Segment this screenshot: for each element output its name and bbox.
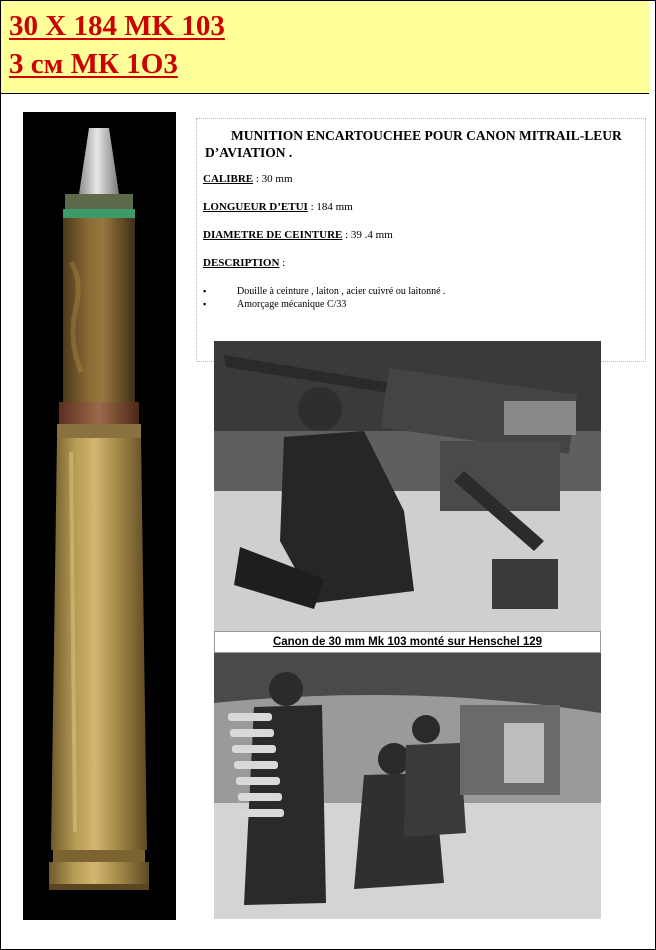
cannon-mounting-photo [214,341,601,631]
munition-heading: MUNITION ENCARTOUCHEE POUR CANON MITRAIL-LEUR D’AVIATION . [205,128,622,160]
ammunition-loading-photo [214,653,601,919]
diametre-label: DIAMETRE DE CEINTURE [203,229,343,241]
description-list [203,285,446,311]
description-colon: : [279,257,286,269]
calibre-label: CALIBRE [203,173,254,185]
diametre-row [203,229,393,241]
longueur-label: LONGUEUR D’ETUI [203,201,308,213]
list-item: ▪ Amorçage mécanique C/33 [203,298,446,311]
calibre-row [203,173,293,185]
title-line-1: 30 X 184 MK 103 [9,10,225,42]
longueur-row [203,201,353,213]
title-banner [1,1,649,94]
description-box [196,118,646,362]
diametre-value: : 39 .4 mm [342,229,393,241]
title-line-2: 3 см МК 1О3 [9,48,178,80]
cartridge-photo [23,112,176,920]
description-row [203,257,285,269]
longueur-value: : 184 mm [307,201,353,213]
list-item: ▪ Douille à ceinture , laiton , acier cuivré ou laitonné . [203,285,446,298]
photo-caption: Canon de 30 mm Mk 103 monté sur Henschel 129 [214,631,601,653]
description-label: DESCRIPTION [203,257,280,269]
calibre-value: : 30 mm [253,173,293,185]
